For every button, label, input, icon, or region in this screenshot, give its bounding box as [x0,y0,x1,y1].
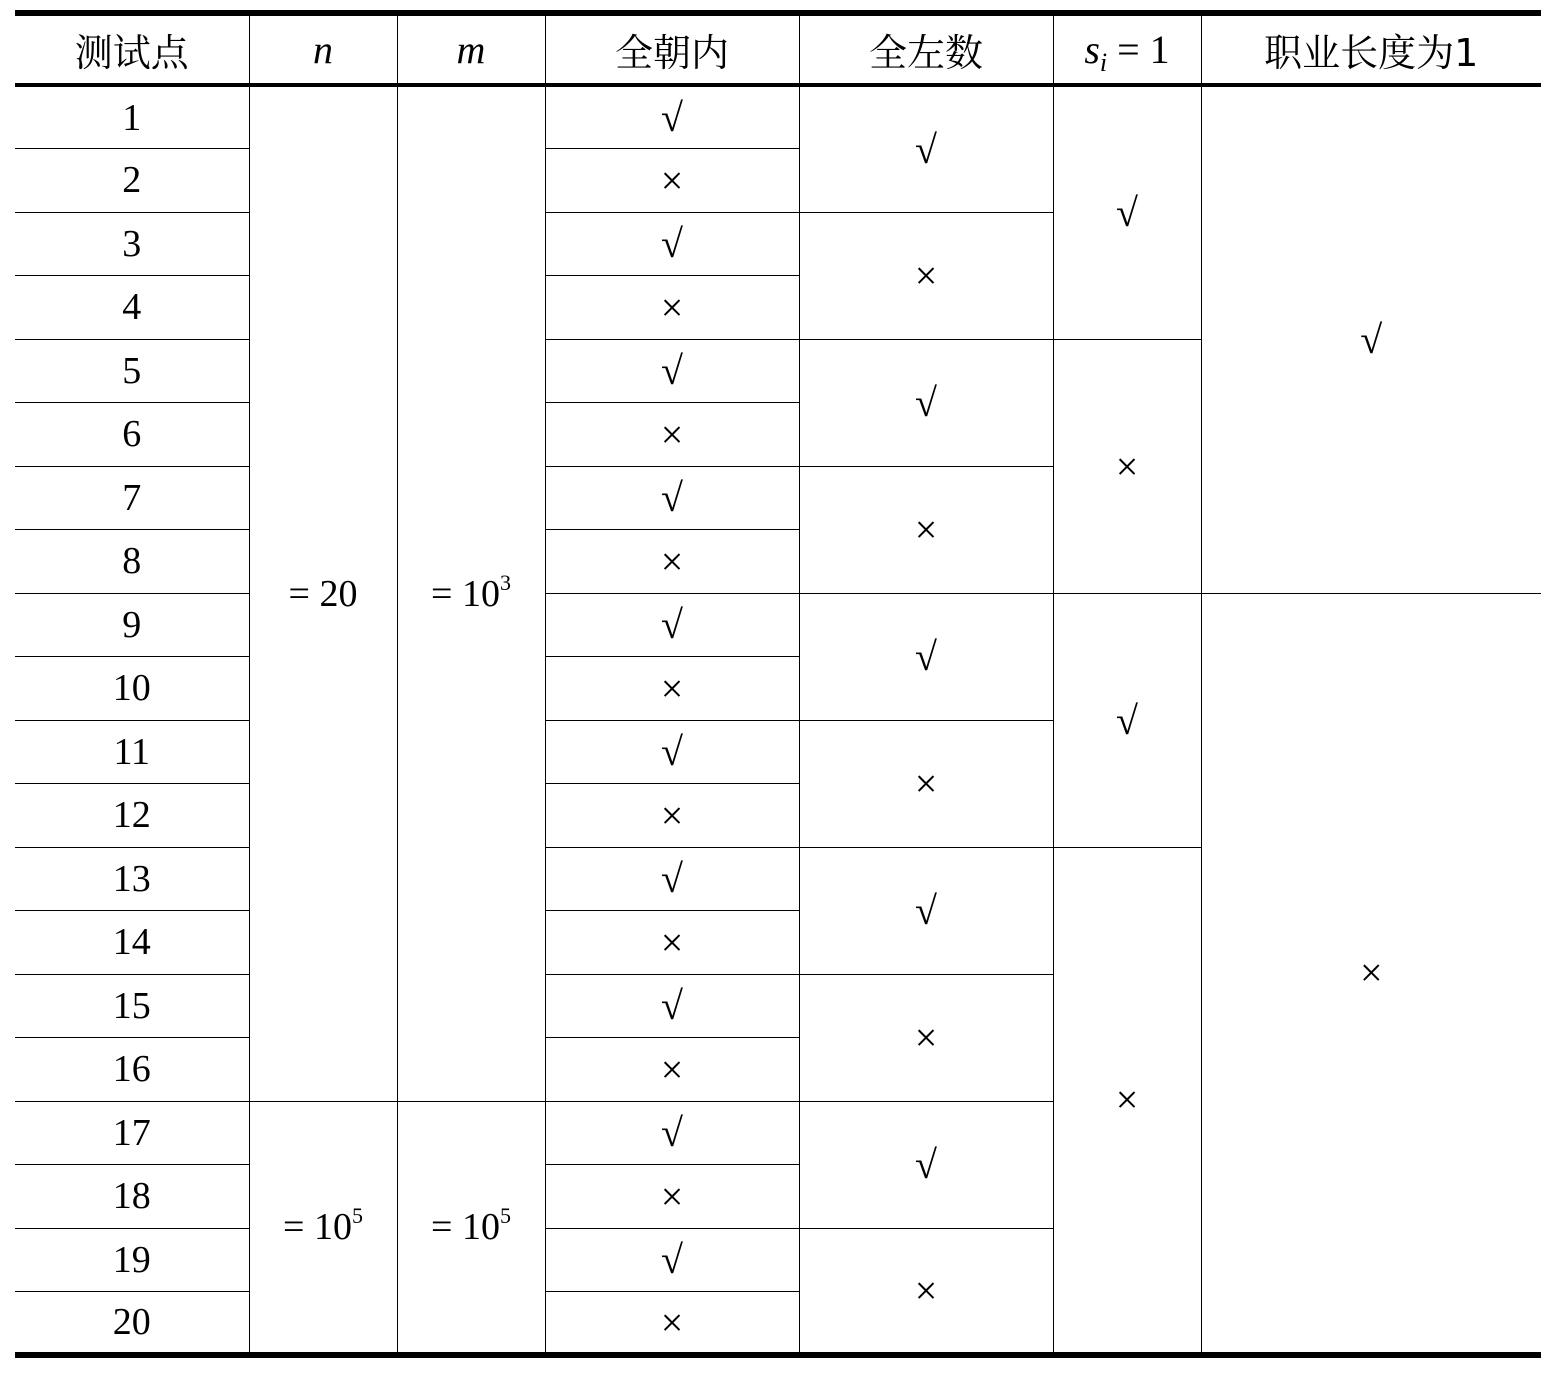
test-point-cell: 19 [15,1228,249,1292]
all-north-cell: × [545,403,799,467]
job-length-cell: × [1201,593,1541,1355]
header-n: n [249,13,397,85]
m-range-exponent: 5 [499,1202,511,1228]
s-i-eq-1-cell: √ [1053,593,1201,847]
m-range-cell [397,1101,545,1355]
constraints-table-container [15,10,1541,1358]
header-row [15,13,1541,85]
test-point-cell: 8 [15,530,249,594]
test-point-cell: 10 [15,657,249,721]
m-range-cell [397,85,545,1101]
all-north-cell: × [545,149,799,213]
all-left-cell: × [799,1228,1053,1355]
test-point-cell: 9 [15,593,249,657]
m-range-exponent: 3 [499,569,511,595]
test-point-cell: 16 [15,1038,249,1102]
n-range-value: = 10 [283,1205,352,1248]
all-left-cell: √ [799,1101,1053,1228]
test-point-cell: 3 [15,212,249,276]
test-point-cell: 13 [15,847,249,911]
header-all-left: 全左数 [799,13,1053,85]
all-left-cell: √ [799,847,1053,974]
n-range-cell [249,85,397,1101]
job-length-cell: √ [1201,85,1541,593]
all-north-cell: √ [545,85,799,149]
all-north-cell: √ [545,593,799,657]
table-row [15,593,1541,657]
s-equals-one: = 1 [1107,27,1170,72]
s-variable: s [1084,27,1100,72]
all-north-cell: √ [545,466,799,530]
s-subscript: i [1099,48,1108,77]
s-i-eq-1-cell: × [1053,339,1201,593]
test-point-cell: 18 [15,1165,249,1229]
all-north-cell: × [545,911,799,975]
test-point-cell: 5 [15,339,249,403]
all-north-cell: × [545,1038,799,1102]
test-point-cell: 14 [15,911,249,975]
header-job-length [1201,13,1541,85]
test-point-cell: 6 [15,403,249,467]
all-left-cell: × [799,720,1053,847]
test-point-cell: 11 [15,720,249,784]
all-left-cell: × [799,212,1053,339]
all-left-cell: √ [799,339,1053,466]
test-point-cell: 12 [15,784,249,848]
test-point-cell: 15 [15,974,249,1038]
all-north-cell: √ [545,212,799,276]
all-north-cell: × [545,1292,799,1356]
header-s-i-eq-1 [1053,13,1201,85]
header-all-north: 全朝内 [545,13,799,85]
all-left-cell: √ [799,593,1053,720]
test-point-cell: 17 [15,1101,249,1165]
test-point-cell: 20 [15,1292,249,1356]
test-point-cell: 2 [15,149,249,213]
constraints-table [15,10,1541,1358]
n-range-exponent: 5 [351,1202,363,1228]
test-point-cell: 7 [15,466,249,530]
table-body [15,85,1541,1355]
test-point-cell: 4 [15,276,249,340]
all-north-cell: √ [545,1101,799,1165]
all-left-cell: √ [799,85,1053,212]
n-range-value: = 20 [288,572,358,615]
table-row [15,85,1541,149]
all-north-cell: × [545,530,799,594]
header-test-point: 测试点 [15,13,249,85]
s-i-eq-1-cell: × [1053,847,1201,1355]
all-north-cell: × [545,276,799,340]
m-range-value: = 10 [431,572,500,615]
s-i-eq-1-cell: √ [1053,85,1201,339]
header-m: m [397,13,545,85]
all-north-cell: √ [545,720,799,784]
job-length-label: 职业长度为1 [1264,31,1479,75]
all-north-cell: √ [545,1228,799,1292]
all-north-cell: × [545,784,799,848]
n-range-cell [249,1101,397,1355]
all-north-cell: √ [545,847,799,911]
all-left-cell: × [799,466,1053,593]
all-north-cell: × [545,657,799,721]
all-north-cell: √ [545,974,799,1038]
all-left-cell: × [799,974,1053,1101]
m-range-value: = 10 [431,1205,500,1248]
test-point-cell: 1 [15,85,249,149]
all-north-cell: √ [545,339,799,403]
all-north-cell: × [545,1165,799,1229]
